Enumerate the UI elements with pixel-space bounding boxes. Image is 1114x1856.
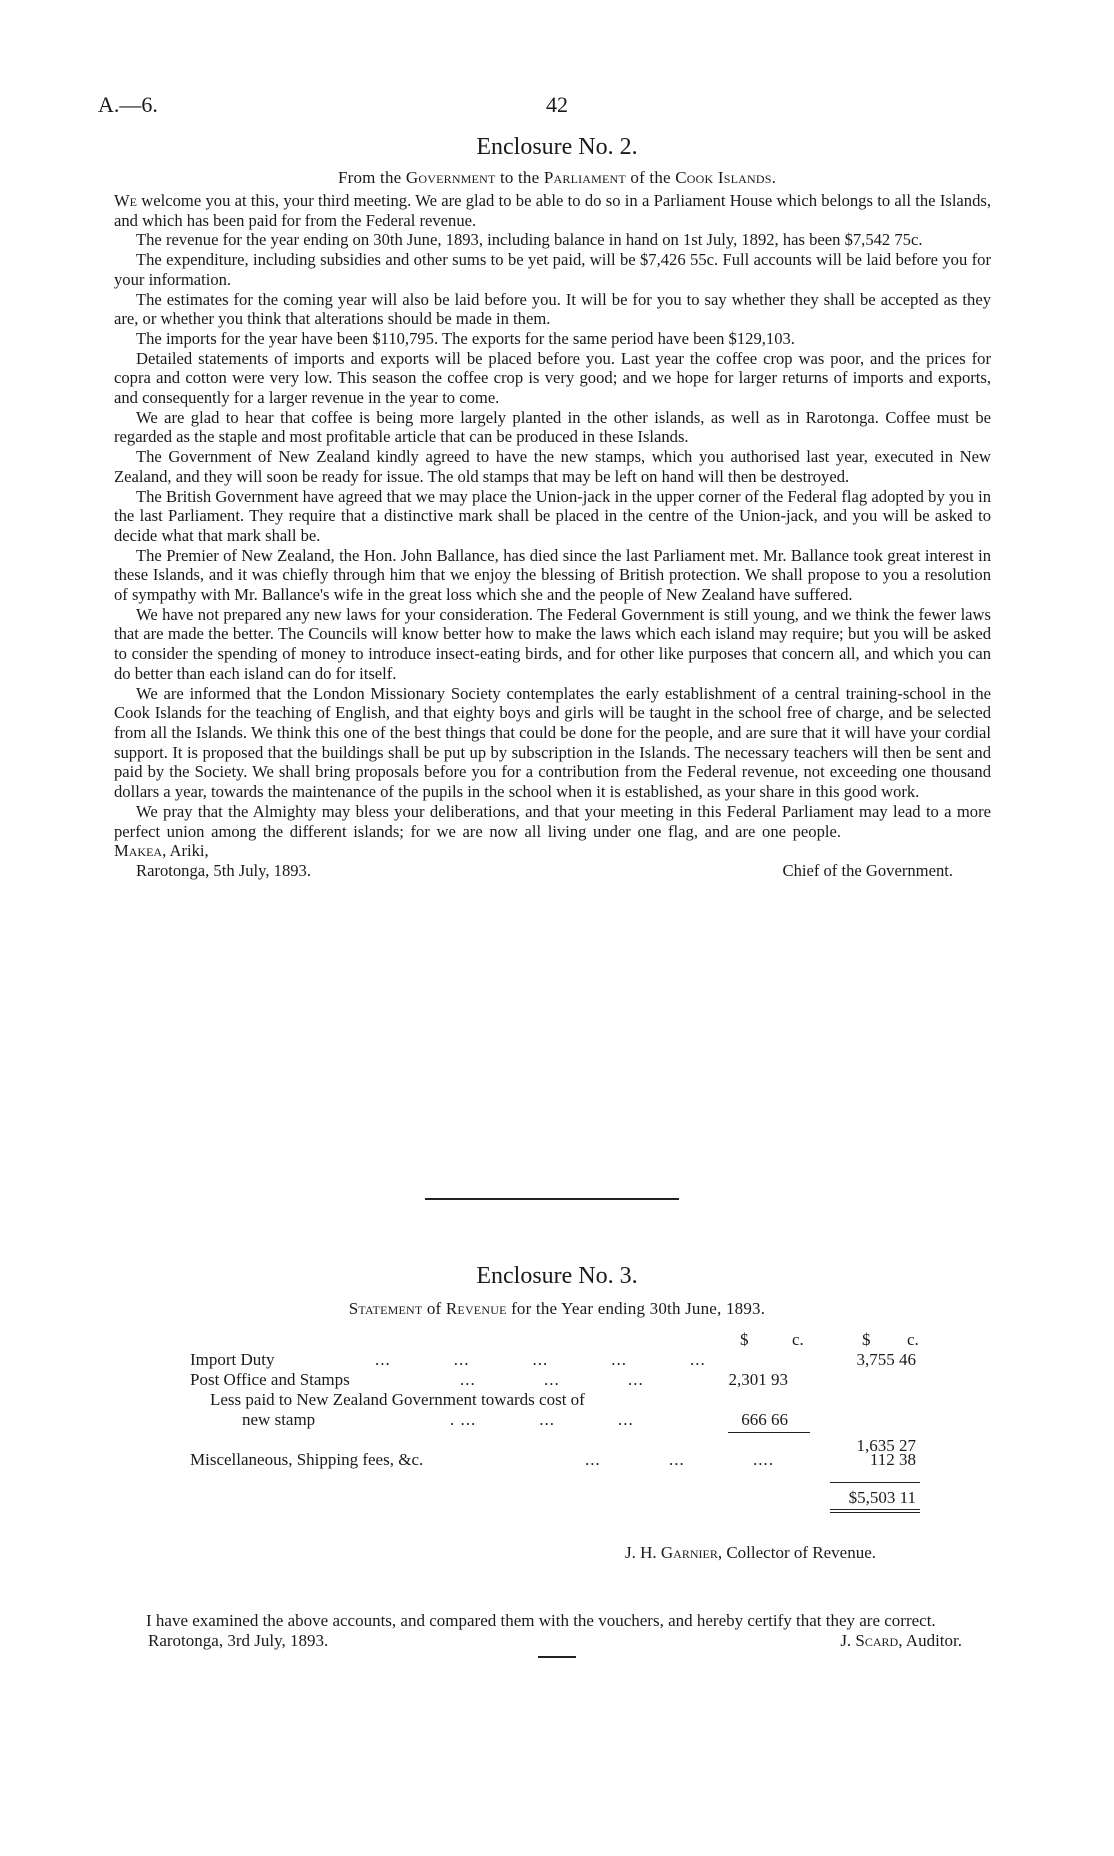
table-row: [190, 1430, 930, 1455]
table-row: Post Office and Stamps ... ... ... 2,301 93: [190, 1370, 788, 1389]
table-row: new stamp . ... ... ... 666 66: [242, 1410, 788, 1429]
paragraph: I have examined the above accounts, and compared them with the vouchers, and hereby certify that they are correct.: [146, 1611, 936, 1630]
enclosure-3-title: Enclosure No. 3.: [476, 1263, 638, 1289]
amount: 3,755 46: [856, 1350, 916, 1369]
place-date: Rarotonga, 3rd July, 1893.: [148, 1631, 329, 1650]
paragraph: The Premier of New Zealand, the Hon. John Ballance, has died since the last Parliament met. Mr. Ballance took great interest in these Islands, and it was chiefly through him that we enjoy the blessing of British protection. We shall propose to you a resolution of sympathy with Mr. Ballance's wife in the great loss which she and the people of New Zealand have suffered.: [114, 545, 991, 605]
total-double-rule: [830, 1509, 920, 1510]
col-header: c.: [792, 1330, 804, 1349]
subtotal-rule: [728, 1432, 810, 1433]
short-divider: [538, 1656, 576, 1658]
auditor-signature-line: [146, 1631, 962, 1651]
paragraph: The estimates for the coming year will also be laid before you. It will be for you to say whether they shall be accepted as they are, or whether you think that alterations should be made in them.: [114, 289, 991, 329]
paragraph: The imports for the year have been $110,795. The exports for the same period have been $129,103.: [136, 328, 795, 348]
page-header: [98, 92, 978, 122]
collector-signature: J. H. Garnier, Collector of Revenue.: [625, 1543, 876, 1562]
auditor-certificate: [146, 1611, 962, 1651]
signer-name: Makea,: [114, 841, 167, 861]
table-row: Less paid to New Zealand Government towards cost of: [210, 1390, 585, 1409]
document-reference: A.—6.: [98, 92, 158, 117]
total-double-rule: [830, 1512, 920, 1513]
total-top-rule: [830, 1482, 920, 1483]
col-header: $: [740, 1330, 749, 1349]
closing-paragraph: We pray that the Almighty may bless your deliberations, and that your meeting in this Federal Parliament may lead to a more perfect union among the different islands; for we are now all living under one flag, and are one people.Makea, Ariki,: [114, 801, 991, 861]
table-row: Miscellaneous, Shipping fees, &c. ... ... .... 112 38: [190, 1450, 916, 1469]
total-row: [190, 1484, 930, 1512]
col-header: $: [862, 1330, 871, 1349]
total-amount: $5,503 11: [848, 1488, 916, 1507]
enclosure-2-letter: [114, 191, 991, 881]
paragraph: We have not prepared any new laws for your consideration. The Federal Government is still young, and we think the fewer laws that are made the better. The Councils will know better how to make the laws which each island may require; but you will be asked to consider the spending of money to introduce insect-eating birds, and for other like purposes that concern all, and which you can do better than each island can do for itself.: [114, 604, 991, 683]
leader-dots: . ... ... ...: [450, 1410, 634, 1429]
revenue-statement: [190, 1330, 930, 1512]
auditor-signature: J. Scard, Auditor.: [840, 1631, 962, 1650]
paragraph: The Government of New Zealand kindly agreed to have the new stamps, which you authorised last year, executed in New Zealand, and they will soon be ready for issue. The old stamps that may be left on hand will then be destroyed.: [114, 447, 991, 486]
leader-dots: ... ... ....: [585, 1450, 774, 1469]
leader-dots: ... ... ... ... ...: [375, 1350, 706, 1369]
signer-title: Chief of the Government.: [782, 860, 953, 880]
enclosure-3-subtitle: Statement of Revenue for the Year ending 30th June, 1893.: [348, 1299, 766, 1318]
paragraph: The revenue for the year ending on 30th June, 1893, including balance in hand on 1st July, 1892, has been $7,542 75c.: [136, 230, 923, 250]
paragraph: The British Government have agreed that we may place the Union-jack in the upper corner of the Federal flag adopted by you in the last Parliament. They require that a distinctive mark shall be placed in the centre of the Union-jack, and you will be asked to decide what that mark shall be.: [114, 486, 991, 545]
page-number: 42: [546, 92, 568, 117]
enclosure-2-title: Enclosure No. 2.: [476, 134, 638, 160]
opening-word: We: [114, 191, 137, 210]
place-date: Rarotonga, 5th July, 1893.: [136, 860, 311, 880]
paragraph: We are informed that the London Missionary Society contemplates the early establishment of a central training-school in the Cook Islands for the teaching of English, and that eighty boys and girls will be taught in the school free of charge, and be selected from all the Islands. We think this one of the best things that could be done for the people, and are sure that it will have your cordial support. It is proposed that the buildings shall be put up by subscription in the Islands. The necessary teachers will then be sent and paid by the Society. We shall bring proposals before you for a contribution from the Federal revenue, not exceeding one thousand dollars a year, towards the maintenance of the pupils in the school when it is established, as your share in this good work.: [114, 683, 991, 802]
paragraph: We are glad to hear that coffee is being more largely planted in the other islands, as well as in Rarotonga. Coffee must be regarded as the staple and most profitable article that can be produced in these Islands.: [114, 407, 991, 447]
enclosure-2-subtitle: From the Government to the Parliament of the Cook Islands.: [337, 168, 777, 187]
section-divider: [425, 1198, 679, 1200]
paragraph: Detailed statements of imports and exports will be placed before you. Last year the coffee crop was poor, and the prices for copra and cotton were very low. This season the coffee crop is very good; and we hope for larger returns of imports and exports, and consequently for a larger revenue in the year to come.: [114, 348, 991, 408]
leader-dots: ... ... ...: [460, 1370, 644, 1389]
table-row: Import Duty ... ... ... ... ... 3,755 46: [190, 1350, 916, 1369]
signature-line: [114, 861, 991, 881]
column-headers: [190, 1330, 930, 1350]
amount: 1,635 27: [856, 1436, 916, 1455]
amount: 112 38: [869, 1450, 916, 1469]
signer-suffix: Ariki,: [169, 841, 209, 861]
amount: 2,301 93: [728, 1370, 788, 1389]
paragraph: The expenditure, including subsidies and other sums to be yet paid, will be $7,426 55c. Full accounts will be laid before you for your information.: [114, 250, 991, 289]
paragraph: We welcome you at this, your third meeting. We are glad to be able to do so in a Parliament House which belongs to all the Islands, and which has been paid for from the Federal revenue.: [114, 191, 991, 230]
col-header: c.: [907, 1330, 919, 1349]
amount: 666 66: [741, 1410, 788, 1429]
